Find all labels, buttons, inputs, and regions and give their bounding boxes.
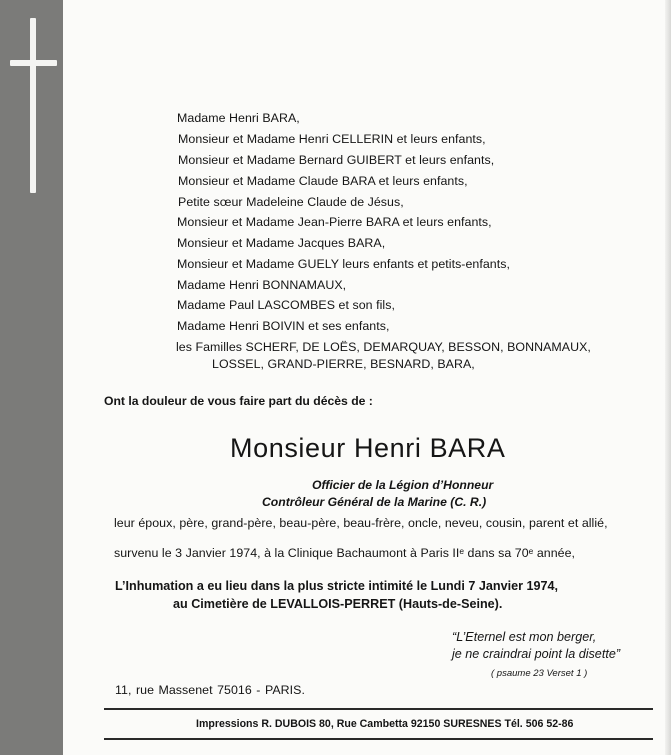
family-line: les Familles SCHERF, DE LOËS, DEMARQUAY, BESSON, BONNAMAUX, [176, 340, 591, 354]
family-line: Monsieur et Madame Bernard GUIBERT et leurs enfants, [178, 153, 495, 167]
deceased-title: Officier de la Légion d’Honneur [312, 478, 494, 492]
announcement-text: Ont la douleur de vous faire part du décès de : [104, 394, 373, 408]
psalm-source: ( psaume 23 Verset 1 ) [491, 668, 588, 679]
paper-edge-shadow [665, 0, 671, 755]
deceased-name: Monsieur Henri BARA [230, 433, 506, 463]
family-line: Monsieur et Madame Claude BARA et leurs enfants, [178, 174, 468, 188]
relation-text: leur époux, père, grand-père, beau-père, beau-frère, oncle, neveu, cousin, parent et allié, [114, 516, 608, 530]
psalm-quote-line: je ne craindrai point la disette” [452, 647, 621, 661]
burial-line: L’Inhumation a eu lieu dans la plus stricte intimité le Lundi 7 Janvier 1974, [115, 579, 559, 593]
death-notice-text: survenu le 3 Janvier 1974, à la Clinique Bachaumont à Paris IIᵉ dans sa 70ᵉ année, [114, 546, 576, 560]
left-mourning-band [0, 0, 63, 755]
footer-rule-top [104, 708, 653, 710]
cross-icon-vertical [30, 18, 36, 193]
burial-line: au Cimetière de LEVALLOIS-PERRET (Hauts-de-Seine). [173, 597, 503, 611]
deceased-title: Contrôleur Général de la Marine (C. R.) [262, 495, 487, 509]
family-line: LOSSEL, GRAND-PIERRE, BESNARD, BARA, [212, 357, 475, 371]
family-line: Monsieur et Madame Jacques BARA, [177, 236, 386, 250]
family-line: Madame Henri BARA, [177, 111, 300, 125]
psalm-quote-line: “L’Eternel est mon berger, [452, 630, 597, 644]
family-line: Monsieur et Madame Henri CELLERIN et leurs enfants, [178, 132, 486, 146]
family-line: Madame Henri BONNAMAUX, [177, 278, 347, 292]
footer-rule-bottom [104, 738, 653, 740]
family-line: Petite sœur Madeleine Claude de Jésus, [178, 195, 404, 209]
family-line: Monsieur et Madame GUELY leurs enfants et petits-enfants, [177, 257, 510, 271]
family-line: Madame Paul LASCOMBES et son fils, [177, 298, 395, 312]
printer-credit: Impressions R. DUBOIS 80, Rue Cambetta 92150 SURESNES Tél. 506 52-86 [196, 718, 574, 730]
family-line: Monsieur et Madame Jean-Pierre BARA et leurs enfants, [177, 215, 492, 229]
address-text: 11, rue Massenet 75016 - PARIS. [115, 683, 305, 697]
cross-icon-horizontal [10, 60, 57, 66]
family-line: Madame Henri BOIVIN et ses enfants, [177, 319, 390, 333]
